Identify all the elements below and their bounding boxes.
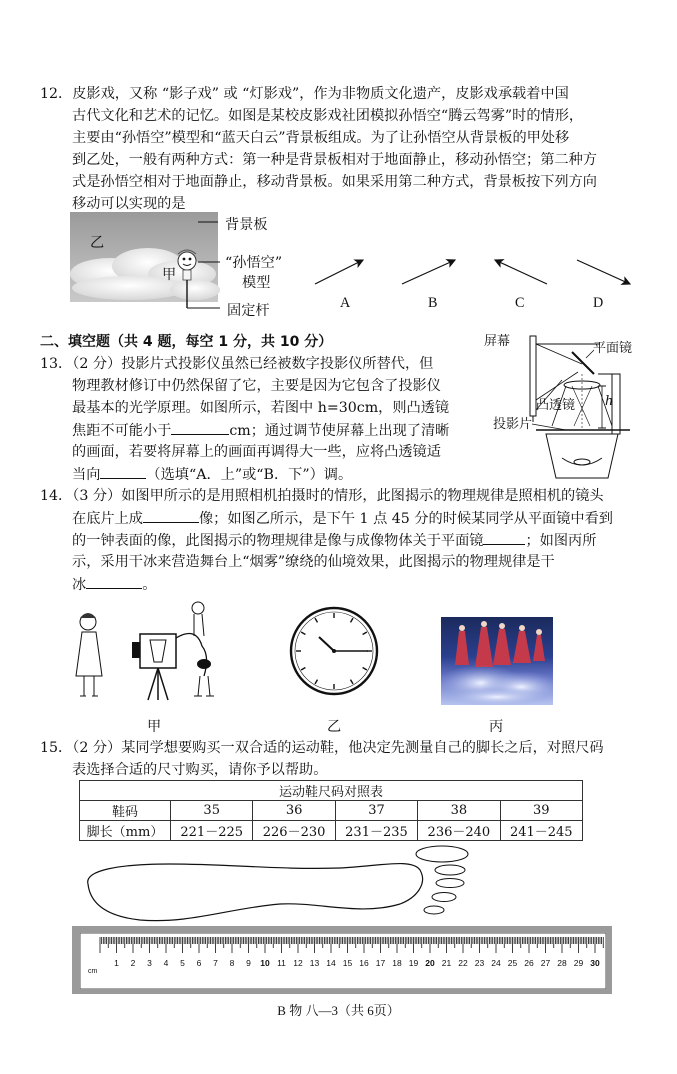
camera-figure xyxy=(70,596,230,711)
q12-line-3: 主要由“孙悟空”模型和“蓝天白云”背景板组成。为了让孙悟空从背景板的甲处移 xyxy=(72,130,570,146)
label-model-2: 模型 xyxy=(242,275,271,291)
label-jia: 甲 xyxy=(162,267,177,283)
section-title: 二、填空题（共 4 题，每空 1 分，共 10 分） xyxy=(40,334,333,350)
toe-2 xyxy=(435,865,465,875)
toe-3 xyxy=(436,879,464,888)
q15-line-1: 15．（2 分）某同学想要购买一双合适的运动鞋，他决定先测量自己的脚长之后，对照尺码 xyxy=(40,740,604,756)
blank-symmetry[interactable] xyxy=(483,530,525,545)
ruler-label: 2 xyxy=(130,958,136,968)
ruler-label: 19 xyxy=(408,958,419,968)
size-cell: 38 xyxy=(418,801,500,821)
page-footer: B 物 八—3（共 6页） xyxy=(277,1003,400,1018)
caption-bing: 丙 xyxy=(489,719,504,735)
ruler-label: 12 xyxy=(293,958,303,968)
label-yi: 乙 xyxy=(90,235,105,251)
length-cell: 241－245 xyxy=(500,821,582,841)
ruler-label: 16 xyxy=(359,958,369,968)
q12-line-6: 移动可以实现的是 xyxy=(72,196,186,212)
blank-image-type[interactable] xyxy=(143,508,199,523)
ruler xyxy=(80,933,606,989)
footprint-figure xyxy=(80,842,480,924)
length-cell: 221－225 xyxy=(171,821,253,841)
q14-line-4: 示，采用干冰来营造舞台上“烟雾”缭绕的仙境效果，此图揭示的物理规律是干 xyxy=(72,554,555,570)
q13-text-6a: 当向 xyxy=(72,467,101,483)
q12-line-4: 到乙处，一般有两种方式：第一种是背景板相对于地面静止，移动孙悟空；第二种方 xyxy=(72,152,597,168)
direction-options xyxy=(305,252,635,292)
q12-line-5: 式是孙悟空相对于地面静止，移动背景板。如果采用第二种方式，背景板按下列方向 xyxy=(72,174,597,190)
size-cell: 37 xyxy=(335,801,417,821)
arrow-b xyxy=(402,260,455,284)
q12-line-2: 古代文化和艺术的记忆。如图是某校皮影戏社团模拟孙悟空“腾云驾雾”时的情形， xyxy=(72,108,584,124)
size-cell: 35 xyxy=(171,801,253,821)
ruler-label: 15 xyxy=(342,958,353,968)
arrow-c xyxy=(495,260,547,284)
ruler-label: 20 xyxy=(425,958,435,968)
ruler-label: 1 xyxy=(114,958,119,968)
q13-text-6b: （选填“A．上”或“B．下”）调。 xyxy=(146,467,353,483)
option-b: B xyxy=(428,295,438,311)
ruler-label: 4 xyxy=(163,958,169,968)
ruler-label: 22 xyxy=(458,958,468,968)
q15-line-2: 表选择合适的尺寸购买，请你予以帮助。 xyxy=(72,762,328,778)
q14-text-2a: 在底片上成 xyxy=(72,511,143,527)
size-cell: 39 xyxy=(500,801,582,821)
q13-text-4a: 焦距不可能小于 xyxy=(72,423,172,439)
ruler-label: 17 xyxy=(375,958,386,968)
size-table xyxy=(79,780,583,841)
foot-outline xyxy=(88,864,423,921)
ruler-label: 25 xyxy=(507,958,518,968)
q14-line-5 xyxy=(72,574,156,595)
length-cell: 231－235 xyxy=(335,821,417,841)
label-slide: 投影片 xyxy=(493,417,533,432)
toe-1 xyxy=(416,846,468,862)
ruler-label: 11 xyxy=(277,958,286,968)
plane-mirror xyxy=(572,352,594,374)
arrow-d xyxy=(577,260,630,284)
blank-focal-length[interactable] xyxy=(171,420,229,435)
toe-4 xyxy=(432,893,456,902)
ruler-label: 13 xyxy=(309,958,320,968)
label-lens: 凸透镜 xyxy=(536,398,576,413)
ruler-label: 14 xyxy=(326,958,336,968)
size-cell: 36 xyxy=(253,801,335,821)
ruler-label: 5 xyxy=(180,958,185,968)
ruler-label: 7 xyxy=(213,958,218,968)
ruler-label: 28 xyxy=(557,958,567,968)
q14-text-2b: 像；如图乙所示，是下午 1 点 45 分的时候某同学从平面镜中看到 xyxy=(198,511,613,527)
toe-5 xyxy=(424,906,444,914)
blank-lens-direction[interactable] xyxy=(100,464,146,479)
caption-jia: 甲 xyxy=(147,719,162,735)
q13-line-4 xyxy=(72,420,449,441)
size-header: 鞋码 xyxy=(80,801,171,821)
ruler-label: 21 xyxy=(441,958,452,968)
stage-photo xyxy=(441,617,553,705)
ruler-label: 30 xyxy=(590,958,600,968)
option-c: C xyxy=(515,295,525,311)
ruler-label: 8 xyxy=(229,958,235,968)
ruler-label: 29 xyxy=(573,958,584,968)
length-cell: 236－240 xyxy=(418,821,500,841)
ruler-label: 6 xyxy=(196,958,202,968)
q13-line-5: 的画面，若要将屏幕上的画面再调得大一些，应将凸透镜适 xyxy=(72,444,441,460)
caption-yi: 乙 xyxy=(327,719,342,735)
length-cell: 226－230 xyxy=(253,821,335,841)
clock-figure xyxy=(288,605,380,697)
ruler-unit: cm xyxy=(88,968,98,975)
ruler-label: 18 xyxy=(392,958,402,968)
ruler-label: 24 xyxy=(491,958,501,968)
q14-text-3a: 的一钟表面的像，此图揭示的物理规律是像与成像物体关于平面镜 xyxy=(72,533,484,549)
q13-line-1: 13．（2 分）投影片式投影仪虽然已经被数字投影仪所替代，但 xyxy=(40,356,434,372)
label-model-1: “孙悟空” xyxy=(225,255,283,271)
ruler-label: 3 xyxy=(147,958,152,968)
q14-text-5a: 冰 xyxy=(72,577,87,593)
q14-text-5b: 。 xyxy=(142,577,157,593)
label-screen: 屏幕 xyxy=(484,334,511,349)
q14-line-3 xyxy=(72,530,596,551)
label-rod: 固定杆 xyxy=(227,303,270,319)
option-a: A xyxy=(340,295,351,311)
q14-line-2 xyxy=(72,508,613,529)
ruler-label: 9 xyxy=(246,958,251,968)
ruler-label: 26 xyxy=(524,958,534,968)
q13-line-3: 最基本的光学原理。如图所示，若图中 h=30cm，则凸透镜 xyxy=(72,400,450,416)
length-header: 脚长（mm） xyxy=(80,821,171,841)
q13-line-2: 物理教材修订中仍然保留了它，主要是因为它包含了投影仪 xyxy=(72,378,441,394)
q13-text-4b: cm；通过调节使屏幕上出现了清晰 xyxy=(229,423,450,439)
label-board: 背景板 xyxy=(225,217,268,233)
size-table-title: 运动鞋尺码对照表 xyxy=(80,781,583,801)
option-d: D xyxy=(593,295,604,311)
ruler-label: 23 xyxy=(474,958,485,968)
ruler-label: 27 xyxy=(540,958,551,968)
blank-dry-ice[interactable] xyxy=(86,574,142,589)
q13-line-6 xyxy=(72,464,352,485)
q14-line-1: 14．（3 分）如图甲所示的是用照相机拍摄时的情形，此图揭示的物理规律是照相机的镜头 xyxy=(40,488,604,504)
label-mirror: 平面镜 xyxy=(593,341,633,356)
arrow-a xyxy=(315,260,363,284)
q14-text-3b: ；如图丙所 xyxy=(525,533,597,549)
label-h: h xyxy=(605,394,614,409)
ruler-label: 10 xyxy=(260,958,270,968)
q12-line-1: 12．皮影戏，又称 “影子戏” 或 “灯影戏”，作为非物质文化遗产，皮影戏承载着中国 xyxy=(40,86,569,102)
